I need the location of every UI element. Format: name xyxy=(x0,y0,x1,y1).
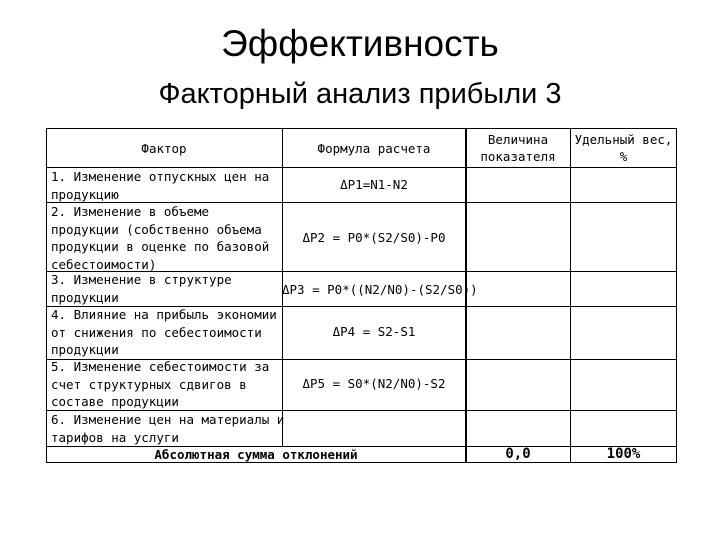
factor-line: продукции в оценке по базовой xyxy=(51,239,270,254)
row-divider xyxy=(466,306,677,307)
factor-line: себестоимости) xyxy=(51,256,157,272)
header-formula: Формула расчета xyxy=(317,141,431,156)
factor-line: счет структурных сдвигов в xyxy=(51,376,247,392)
factor-line: 1. Изменение отпускных цен на xyxy=(51,169,270,184)
factor-line: тарифов на услуги xyxy=(51,429,179,445)
factor-line: продукцию xyxy=(51,186,119,202)
factor-line: 6. Изменение цен на материалы и xyxy=(51,412,285,427)
header-value: Величина показателя xyxy=(480,132,556,164)
factor-line: 2. Изменение в объеме xyxy=(51,204,210,219)
right-table-frame xyxy=(466,128,677,463)
factor-line: 4. Влияние на прибыль экономии xyxy=(51,307,277,322)
factor-line: продукции xyxy=(51,289,119,305)
factor-line: продукции (собственно объема xyxy=(51,221,262,237)
factor-line: 5. Изменение себестоимости за xyxy=(51,359,270,374)
slide-title: Эффективность xyxy=(221,23,499,64)
formula-row-2: ΔP2 = P0*(S2/S0)-P0 xyxy=(302,230,446,245)
factor-row-2 xyxy=(51,203,269,273)
total-value: 0,0 xyxy=(505,446,531,462)
formula-row-5: ΔP5 = S0*(N2/N0)-S2 xyxy=(302,376,446,391)
factor-line: 3. Изменение в структуре xyxy=(51,272,232,287)
column-divider xyxy=(570,128,571,463)
header-share: Удельный вес, % xyxy=(574,132,673,164)
formula-row-3: ΔP3 = P0*((N2/N0)-(S2/S0)) xyxy=(282,282,478,297)
slide-subtitle: Факторный анализ прибыли 3 xyxy=(158,78,562,110)
row-divider xyxy=(466,167,677,168)
formula-row-4: ΔP4 = S2-S1 xyxy=(332,324,416,339)
factor-row-3 xyxy=(51,271,232,306)
factor-line: составе продукции xyxy=(51,394,179,409)
factor-row-6 xyxy=(51,411,284,446)
row-divider xyxy=(466,410,677,411)
factor-line: от снижения по себестоимости xyxy=(51,324,262,340)
formula-row-1: ΔP1=N1-N2 xyxy=(340,177,408,192)
factor-line: продукции xyxy=(51,342,119,357)
factor-row-1 xyxy=(51,168,269,203)
total-label: Абсолютная сумма отклонений xyxy=(154,447,358,462)
row-divider xyxy=(466,271,677,272)
total-share: 100% xyxy=(606,446,641,462)
row-divider xyxy=(466,359,677,360)
row-divider xyxy=(466,202,677,203)
factor-row-5 xyxy=(51,358,269,411)
factor-row-4 xyxy=(51,306,277,359)
header-factor: Фактор xyxy=(141,141,187,156)
